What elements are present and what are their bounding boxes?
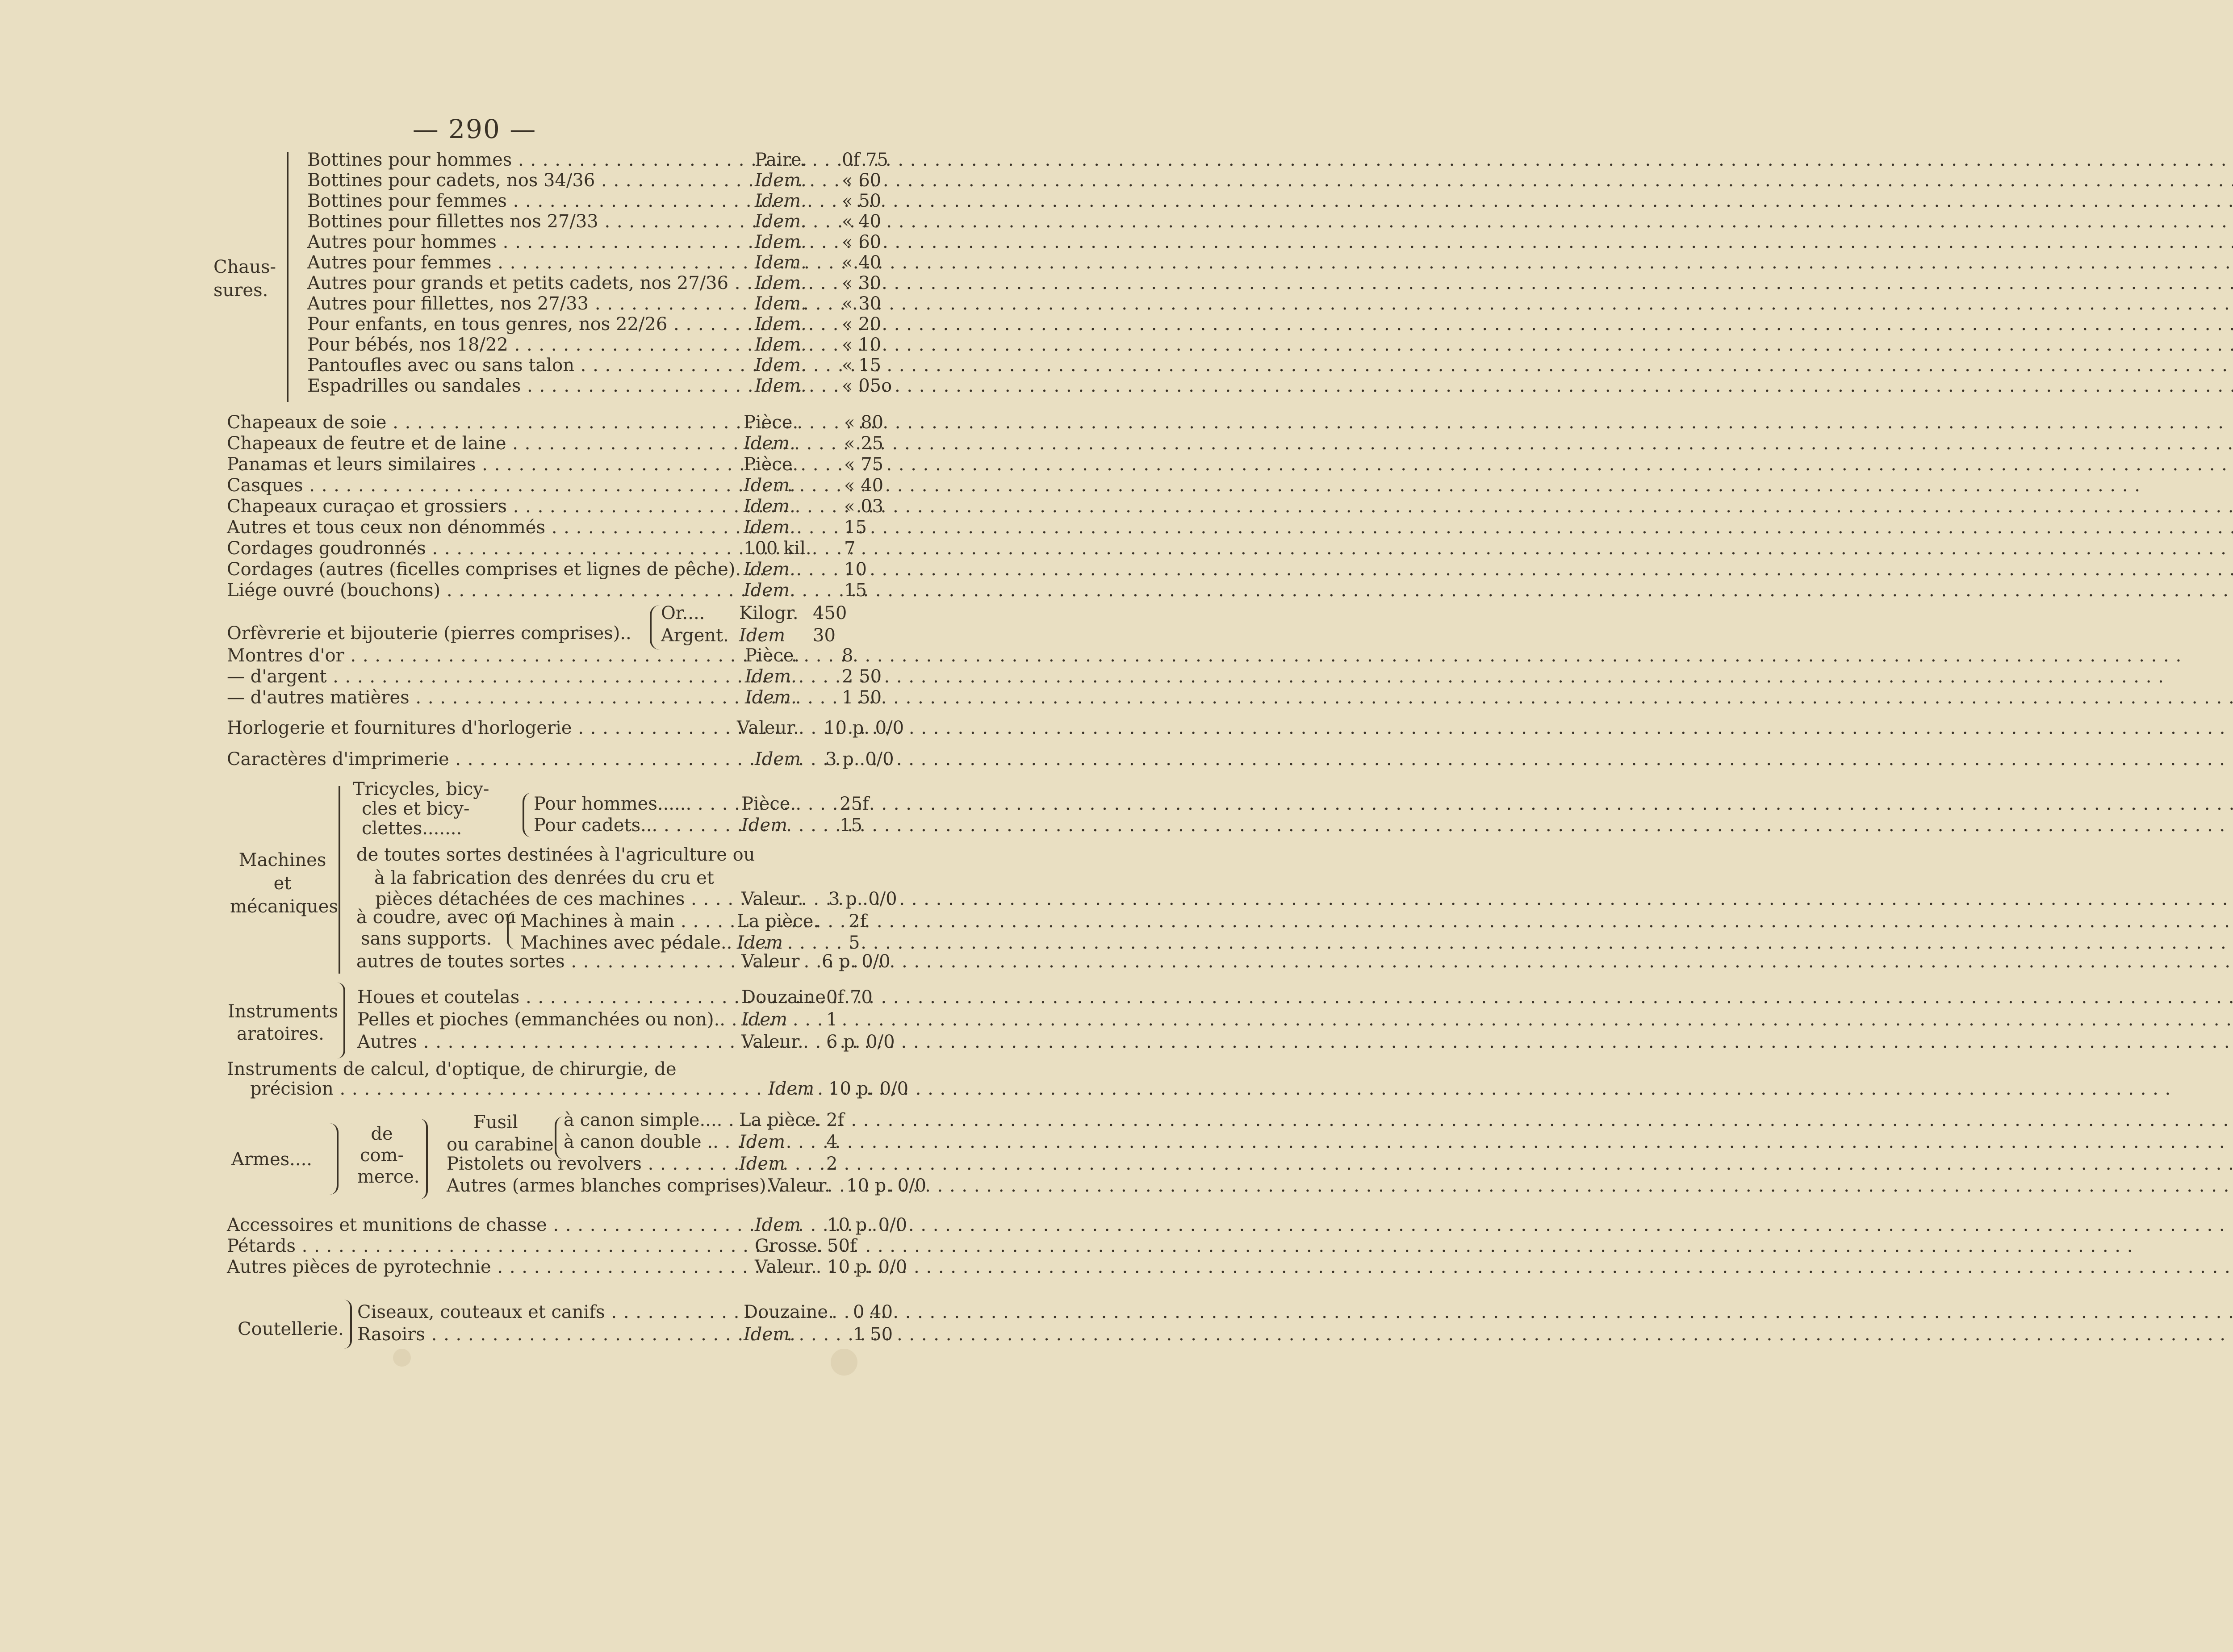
row-label: Pistolets ou revolvers . . . bbox=[447, 1151, 735, 1176]
row-unit: Idem. bbox=[744, 496, 795, 517]
paper-stain bbox=[831, 1349, 857, 1376]
row-unit: Idem. bbox=[755, 314, 807, 335]
row-unit: Idem bbox=[755, 1215, 801, 1235]
row-amount: « 80 bbox=[844, 412, 884, 433]
armes-group-label: Armes.... bbox=[231, 1149, 312, 1170]
row-label: Panamas et leurs similaires . . . bbox=[227, 452, 739, 477]
row-label: Orfèvrerie et bijouterie (pierres comprises).. bbox=[227, 623, 631, 644]
table-row bbox=[357, 1300, 739, 1325]
row-unit: Idem. bbox=[745, 666, 797, 687]
row-label: Pour cadets... . . . bbox=[534, 813, 737, 838]
row-unit: Pièce. bbox=[741, 794, 796, 814]
row-amount: 10 p. 0/0 bbox=[827, 1257, 907, 1277]
cycles-label bbox=[353, 779, 489, 838]
row-amount: « 40 bbox=[842, 252, 882, 273]
row-unit: Idem bbox=[737, 933, 783, 953]
couture-label bbox=[356, 907, 516, 949]
row-unit: Idem. bbox=[755, 376, 807, 396]
row-amount: 15 bbox=[840, 815, 862, 836]
row-label: — d'argent . . . bbox=[227, 664, 740, 689]
row-label: Autres (armes blanches comprises). . . . bbox=[447, 1173, 735, 1198]
row-amount: « 40 bbox=[842, 211, 882, 232]
row-amount: 2f bbox=[849, 911, 867, 932]
table-row bbox=[356, 949, 737, 974]
table-row bbox=[534, 813, 737, 838]
row-unit: Paire. bbox=[755, 150, 807, 170]
fusil-label-line: ou carabine bbox=[447, 1134, 554, 1155]
row-amount: 0f 75 bbox=[842, 150, 888, 170]
row-amount: « 75 bbox=[844, 454, 884, 475]
group-label-line: mécaniques bbox=[230, 896, 338, 917]
row-label: Pour bébés, nos 18/22 . . . bbox=[307, 332, 750, 357]
row-unit: Idem. bbox=[755, 355, 807, 376]
table-row bbox=[227, 685, 740, 710]
row-unit: Valeur bbox=[741, 951, 800, 972]
row-unit: Idem bbox=[755, 749, 801, 770]
row-unit: Valeur. bbox=[737, 718, 799, 738]
couture-brace bbox=[507, 911, 516, 949]
group-label-line: Instruments bbox=[228, 1001, 339, 1022]
row-amount: 6 p. 0/0 bbox=[822, 951, 891, 972]
row-label: Cordages goudronnés . . . bbox=[227, 536, 739, 561]
row-unit: 100 kil. bbox=[744, 538, 811, 559]
row-amount: 1 50 bbox=[842, 687, 882, 708]
row-label: Chapeaux de soie . . . bbox=[227, 410, 739, 435]
page-number: — 290 — bbox=[412, 114, 537, 144]
row-unit: Pièce. bbox=[744, 454, 799, 475]
paper-stain bbox=[393, 1349, 411, 1367]
machines-agri-text bbox=[356, 843, 755, 890]
row-amount: 6 p. 0/0 bbox=[826, 1032, 895, 1052]
group-label-line: aratoires. bbox=[237, 1024, 324, 1044]
row-amount: 3 p. 0/0 bbox=[828, 889, 897, 909]
table-row bbox=[564, 1108, 735, 1133]
row-amount: 10 p. 0/0 bbox=[828, 1079, 909, 1099]
row-label: Rasoirs . . . bbox=[357, 1322, 739, 1347]
machines-group-label bbox=[230, 849, 338, 918]
table-row bbox=[661, 601, 735, 626]
row-amount: 50f bbox=[827, 1236, 857, 1256]
row-unit: Idem bbox=[739, 1132, 786, 1152]
row-label: Autres et tous ceux non dénommés . . . bbox=[227, 515, 739, 540]
fusil-label-line: Fusil bbox=[473, 1112, 518, 1133]
row-amount: 15 bbox=[844, 580, 867, 601]
row-unit: Idem bbox=[739, 625, 786, 646]
row-label: Pour enfants, en tous genres, nos 22/26 . . . bbox=[307, 312, 750, 337]
row-unit: Douzaine bbox=[741, 987, 826, 1008]
row-amount: « 60 bbox=[842, 232, 882, 252]
row-amount: 15 bbox=[844, 517, 867, 538]
row-unit: Grosse. bbox=[755, 1236, 823, 1256]
row-amount: 7 bbox=[844, 538, 856, 559]
row-unit: Valeur. bbox=[741, 889, 803, 909]
table-row bbox=[357, 1007, 737, 1032]
row-amount: « 05o bbox=[842, 376, 892, 396]
row-amount: 2f bbox=[826, 1110, 845, 1130]
row-unit: La pièce. bbox=[739, 1110, 821, 1130]
row-label: Bottines pour femmes . . . bbox=[307, 188, 750, 213]
row-unit: Idem. bbox=[745, 687, 797, 708]
fusil-label bbox=[447, 1111, 554, 1156]
row-unit: Valeur. bbox=[755, 1257, 817, 1277]
row-unit: Idem. bbox=[755, 191, 807, 211]
row-amount: « 25 bbox=[844, 433, 884, 454]
row-amount: « 10 bbox=[842, 335, 882, 355]
row-unit: Idem. bbox=[744, 1324, 795, 1345]
table-row bbox=[357, 1322, 739, 1347]
row-unit: Idem. bbox=[744, 517, 795, 538]
row-label: Autres . . . bbox=[357, 1029, 737, 1054]
coutellerie-brace bbox=[344, 1300, 352, 1349]
instruments-group-label bbox=[228, 1000, 338, 1045]
row-label: Autres pour grands et petits cadets, nos 27/36 . . . bbox=[307, 271, 750, 296]
armes-brace bbox=[330, 1123, 339, 1195]
row-label: Autres pour hommes . . . bbox=[307, 230, 750, 255]
row-label: Bottines pour fillettes nos 27/33 . . . bbox=[307, 209, 750, 234]
chaussures-group-label bbox=[213, 255, 276, 302]
row-amount: 8 bbox=[842, 645, 853, 666]
row-label: Casques . . . bbox=[227, 473, 739, 498]
row-amount: 2 50 bbox=[842, 666, 882, 687]
row-label: Chapeaux de feutre et de laine . . . bbox=[227, 431, 739, 456]
sub-label-line: com- bbox=[360, 1145, 404, 1166]
row-label: — d'autres matières . . . bbox=[227, 685, 740, 710]
document-page bbox=[0, 0, 949, 1652]
row-label: précision . . . bbox=[250, 1076, 764, 1101]
row-unit: Idem. bbox=[755, 211, 807, 232]
row-label: autres de toutes sortes . . . bbox=[356, 949, 737, 974]
table-row bbox=[357, 1029, 737, 1054]
table-row bbox=[227, 578, 739, 603]
row-unit: Idem. bbox=[744, 559, 795, 580]
row-label: Liége ouvré (bouchons) . . . bbox=[227, 578, 739, 603]
sub-label-line: merce. bbox=[357, 1167, 420, 1187]
agri-line: à la fabrication des denrées du cru et bbox=[374, 868, 714, 888]
table-row bbox=[227, 1255, 750, 1280]
row-unit: Idem bbox=[741, 815, 788, 836]
table-row bbox=[250, 1076, 764, 1101]
coutellerie-group-label: Coutellerie. bbox=[238, 1319, 344, 1339]
row-label: Caractères d'imprimerie . . . bbox=[227, 747, 750, 772]
row-amount: 1 bbox=[826, 1009, 838, 1030]
row-amount: 10 bbox=[844, 559, 867, 580]
group-label-line: sures. bbox=[213, 280, 268, 301]
cycles-brace bbox=[523, 793, 531, 837]
group-label-line: Chaus- bbox=[213, 257, 276, 277]
couture-label-line: sans supports. bbox=[361, 928, 492, 949]
group-label-line: et bbox=[273, 873, 292, 894]
table-row bbox=[447, 1173, 772, 1198]
row-label: Autres pour femmes . . . bbox=[307, 250, 750, 275]
row-amount: 3 p. 0/0 bbox=[825, 749, 894, 770]
table-row bbox=[357, 985, 737, 1010]
row-unit: La pièce. bbox=[737, 911, 819, 932]
row-unit: Valeur. bbox=[768, 1175, 830, 1196]
row-label: Cordages (autres (ficelles comprises et lignes de pêche). . . . bbox=[227, 557, 739, 582]
row-label: Pour hommes...... . . . bbox=[534, 791, 737, 816]
row-amount: 1 50 bbox=[853, 1324, 893, 1345]
row-label: Chapeaux curaçao et grossiers . . . bbox=[227, 494, 739, 519]
table-row bbox=[447, 1151, 735, 1176]
row-amount: 10 p. 0/0 bbox=[827, 1215, 907, 1235]
armes-sub-brace bbox=[420, 1119, 428, 1199]
row-label: Argent. bbox=[661, 625, 729, 646]
row-label: Pantoufles avec ou sans talon . . . bbox=[307, 353, 750, 378]
row-amount: 2 bbox=[826, 1154, 838, 1174]
row-label: Autres pièces de pyrotechnie . . . bbox=[227, 1255, 750, 1280]
row-label: Espadrilles ou sandales . . . bbox=[307, 373, 750, 398]
cycles-label-line: cles et bicy- bbox=[362, 799, 470, 819]
row-label: Machines avec pédale.. . . . bbox=[520, 930, 732, 955]
row-label: Horlogerie et fournitures d'horlogerie . . . bbox=[227, 715, 732, 740]
row-unit: Idem. bbox=[744, 580, 795, 601]
calcul-text: Instruments de calcul, d'optique, de chirurgie, de bbox=[227, 1059, 677, 1079]
cycles-label-line: Tricycles, bicy- bbox=[353, 779, 489, 799]
row-amount: 4 bbox=[826, 1132, 838, 1152]
machines-brace bbox=[339, 786, 340, 974]
row-amount: « 03 bbox=[844, 496, 884, 517]
orfevrerie-label bbox=[227, 621, 631, 646]
row-label: Ciseaux, couteaux et canifs . . . bbox=[357, 1300, 739, 1325]
group-label-line: Machines bbox=[238, 850, 326, 870]
cycles-label-line: clettes....... bbox=[362, 818, 462, 839]
row-label: Montres d'or . . . bbox=[227, 643, 740, 668]
row-unit: Idem. bbox=[744, 433, 795, 454]
row-amount: 0f 70 bbox=[826, 987, 873, 1008]
row-unit: Pièce. bbox=[744, 412, 799, 433]
row-unit: Kilogr. bbox=[739, 603, 799, 623]
row-unit: Pièce. bbox=[745, 645, 800, 666]
row-amount: « 50 bbox=[842, 191, 882, 211]
table-row bbox=[307, 373, 750, 398]
row-amount: 0 40 bbox=[853, 1302, 893, 1322]
row-label: Accessoires et munitions de chasse . . . bbox=[227, 1213, 750, 1238]
table-row bbox=[227, 715, 732, 740]
row-label: Or.... bbox=[661, 603, 705, 623]
row-label: Autres pour fillettes, nos 27/33 . . . bbox=[307, 291, 750, 316]
row-label: Machines à main . . . bbox=[520, 909, 732, 934]
row-label: Bottines pour hommes . . . bbox=[307, 147, 750, 172]
row-amount: « 60 bbox=[842, 170, 882, 191]
row-amount: 10 p. 0/0 bbox=[846, 1175, 927, 1196]
row-label: pièces détachées de ces machines . . . bbox=[375, 887, 737, 912]
row-amount: 25f bbox=[840, 794, 869, 814]
row-unit: Douzaine. bbox=[744, 1302, 834, 1322]
row-unit: Idem. bbox=[755, 232, 807, 252]
row-amount: 450 bbox=[813, 603, 847, 623]
agri-line: de toutes sortes destinées à l'agriculture ou bbox=[356, 845, 755, 865]
row-unit: Idem bbox=[739, 1154, 786, 1174]
row-unit: Idem. bbox=[755, 252, 807, 273]
row-amount: « 20 bbox=[842, 314, 882, 335]
row-label: à canon double .. . . . bbox=[564, 1129, 735, 1154]
row-amount: 5 bbox=[849, 933, 860, 953]
row-amount: « 30 bbox=[842, 293, 882, 314]
row-amount: « 15 bbox=[842, 355, 882, 376]
chaussures-brace bbox=[287, 152, 289, 402]
row-unit: Idem. bbox=[755, 293, 807, 314]
row-unit: Idem bbox=[768, 1079, 815, 1099]
row-unit: Idem. bbox=[755, 170, 807, 191]
row-amount: « 30 bbox=[842, 273, 882, 293]
row-label: Houes et coutelas . . . bbox=[357, 985, 737, 1010]
instruments-brace bbox=[337, 983, 345, 1058]
row-label: Bottines pour cadets, nos 34/36 . . . bbox=[307, 168, 750, 193]
row-amount: « 40 bbox=[844, 475, 884, 496]
row-unit: Valeur. bbox=[741, 1032, 803, 1052]
row-amount: 30 bbox=[813, 625, 836, 646]
row-unit: Idem. bbox=[755, 273, 807, 293]
row-label: Pelles et pioches (emmanchées ou non).. . . . bbox=[357, 1007, 737, 1032]
row-unit: Idem bbox=[741, 1009, 788, 1030]
armes-sub-label bbox=[357, 1123, 420, 1188]
table-row bbox=[564, 1129, 735, 1154]
sub-label-line: de bbox=[371, 1124, 393, 1144]
row-amount: 10 p. 0/0 bbox=[824, 718, 904, 738]
row-unit: Idem. bbox=[755, 335, 807, 355]
table-row bbox=[227, 747, 750, 772]
row-unit: Idem. bbox=[744, 475, 795, 496]
row-label: Pétards . . . bbox=[227, 1234, 750, 1259]
table-row bbox=[375, 887, 737, 912]
couture-label-line: à coudre, avec ou bbox=[356, 907, 516, 928]
row-label: à canon simple.... . . . bbox=[564, 1108, 735, 1133]
